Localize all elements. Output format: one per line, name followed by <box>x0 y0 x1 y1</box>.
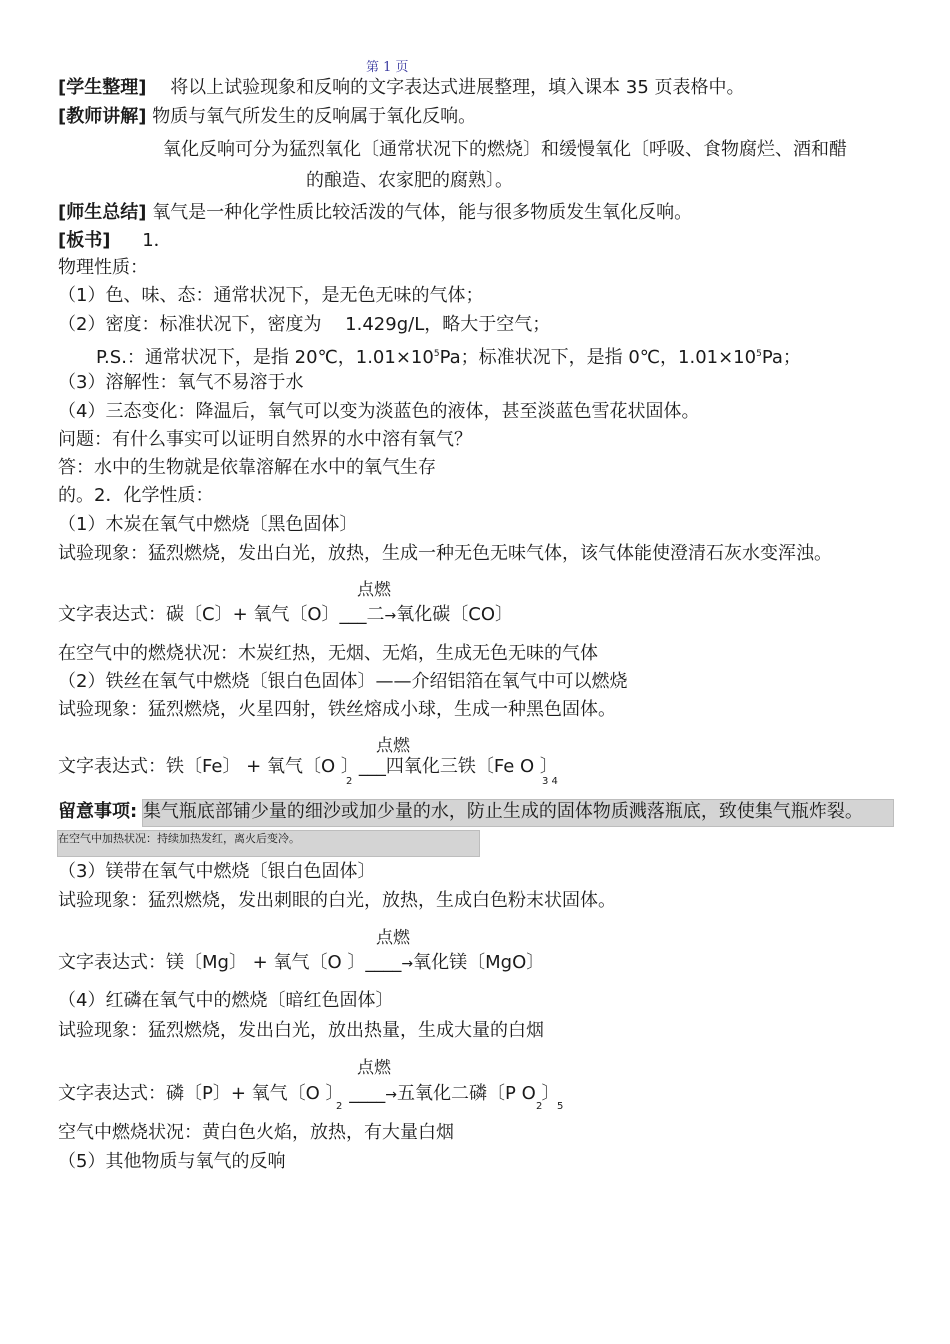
note-line <box>58 801 863 823</box>
text-student-summary: 将以上试验现象和反响的文字表达式进展整理，填入课本 35 页表格中。 <box>170 77 745 98</box>
magnesium-eq-left: 文字表达式：镁〔Mg〕 + 氧气〔O 〕____ <box>58 952 402 973</box>
phosphorus-p2-subscript: 2 <box>536 1101 543 1112</box>
ps-part2: Pa；标准状况下，是指 0℃，1.01×10 <box>439 347 757 368</box>
arrow-icon: → <box>401 956 414 972</box>
magnesium-eq-right: 氧化镁〔MgO〕 <box>413 952 545 973</box>
carbon-ignite-label: 点燃 <box>357 580 391 600</box>
text-summary: 氧气是一种化学性质比较活泼的气体，能与很多物质发生氧化反响。 <box>152 202 693 223</box>
carbon-eq-right: 氧化碳〔CO〕 <box>396 604 514 625</box>
phosphorus-ignite-label: 点燃 <box>357 1058 391 1078</box>
question-line: 问题：有什么事实可以证明自然界的水中溶有氧气？ <box>58 429 472 450</box>
iron-fe3o4-subscript: 3 4 <box>542 776 558 787</box>
text-board-number: 1． <box>142 230 172 251</box>
prop-phase-change: （4）三态变化：降温后，氧气可以变为淡蓝色的液体，甚至淡蓝色雪花状固体。 <box>58 401 700 422</box>
physical-props-heading: 物理性质： <box>58 257 148 278</box>
phosphorus-phenomenon: 试验现象：猛烈燃烧，发出白光，放出热量，生成大量的白烟 <box>58 1020 544 1041</box>
magnesium-heading: （3）镁带在氧气中燃烧〔银白色固体〕 <box>58 861 376 882</box>
phosphorus-air-burning: 空气中燃烧状况：黄白色火焰，放热，有大量白烟 <box>58 1122 454 1143</box>
line-board <box>58 230 172 252</box>
phosphorus-eq-left: 文字表达式：磷〔P〕+ 氧气〔O 〕 ____ <box>58 1083 386 1104</box>
carbon-heading: （1）木炭在氧气中燃烧〔黑色固体〕 <box>58 514 358 535</box>
ps-conditions <box>96 343 801 369</box>
page-number: 第 1 页 <box>366 60 409 75</box>
answer-line: 答：水中的生物就是依靠溶解在水中的氧气生存 <box>58 457 436 478</box>
carbon-air-burning: 在空气中的燃烧状况：木炭红热，无烟、无焰，生成无色无味的气体 <box>58 643 598 664</box>
iron-o2-subscript: 2 <box>346 776 353 787</box>
label-teacher-explain: [教师讲解] <box>58 106 147 127</box>
label-board: [板书] <box>58 230 111 251</box>
arrow-icon: → <box>385 1087 398 1103</box>
magnesium-equation <box>58 952 544 975</box>
arrow-icon: → <box>384 608 397 624</box>
phosphorus-o5-subscript: 5 <box>557 1101 564 1112</box>
line-student-summary <box>58 77 745 99</box>
note-small-text: 在空气中加热状况：持续加热发红，离火后变冷。 <box>58 832 300 845</box>
iron-ignite-label: 点燃 <box>376 736 410 756</box>
oxidation-types-line1: 氧化反响可分为猛烈氧化〔通常状况下的燃烧〕和缓慢氧化〔呼吸、食物腐烂、酒和醋 <box>163 139 847 160</box>
line-summary <box>58 202 692 224</box>
carbon-equation <box>58 604 513 627</box>
prop-solubility: （3）溶解性：氧气不易溶于水 <box>58 372 304 393</box>
other-substances-heading: （5）其他物质与氧气的反响 <box>58 1151 286 1172</box>
iron-heading: （2）铁丝在氧气中燃烧〔银白色固体〕——介绍铝箔在氧气中可以燃烧 <box>58 671 628 692</box>
phosphorus-eq-right: 五氧化二磷〔P O 〕 <box>397 1083 560 1104</box>
ps-sup2: 5 <box>756 349 762 359</box>
note-text: 集气瓶底部铺少量的细沙或加少量的水，防止生成的固体物质溅落瓶底，致使集气瓶炸裂。 <box>142 801 863 822</box>
phosphorus-heading: （4）红磷在氧气中的燃烧〔暗红色固体〕 <box>58 990 394 1011</box>
iron-equation: 文字表达式：铁〔Fe〕 + 氧气〔O 〕___四氧化三铁〔Fe O 〕 <box>58 756 558 777</box>
line-teacher-explain <box>58 106 476 128</box>
magnesium-phenomenon: 试验现象：猛烈燃烧，发出刺眼的白光，放热，生成白色粉末状固体。 <box>58 890 616 911</box>
carbon-phenomenon: 试验现象：猛烈燃烧，发出白光，放热，生成一种无色无味气体，该气体能使澄清石灰水变浑浊。 <box>58 543 832 564</box>
oxidation-types-line2: 的酿造、农家肥的腐熟〕。 <box>306 170 513 191</box>
label-summary: [师生总结] <box>58 202 147 223</box>
phosphorus-o2-subscript: 2 <box>336 1101 343 1112</box>
prop-color-smell: （1）色、味、态：通常状况下，是无色无味的气体； <box>58 285 484 306</box>
iron-phenomenon: 试验现象：猛烈燃烧，火星四射，铁丝熔成小球，生成一种黑色固体。 <box>58 699 616 720</box>
phosphorus-equation <box>58 1083 559 1106</box>
chemical-props-heading: 的。2．化学性质： <box>58 485 214 506</box>
ps-part1: P.S.：通常状况下，是指 20℃，1.01×10 <box>96 347 434 368</box>
label-student-summary: [学生整理] <box>58 77 147 98</box>
prop-density: （2）密度：标准状况下，密度为 1.429g/L，略大于空气； <box>58 314 551 335</box>
carbon-eq-left: 文字表达式：碳〔C〕+ 氧气〔O〕___二 <box>58 604 385 625</box>
ps-part3: Pa； <box>761 347 801 368</box>
ps-sup1: 5 <box>433 349 440 359</box>
text-teacher-explain: 物质与氧气所发生的反响属于氧化反响。 <box>152 106 477 127</box>
magnesium-ignite-label: 点燃 <box>376 928 410 948</box>
note-label: 留意事项: <box>58 801 138 822</box>
